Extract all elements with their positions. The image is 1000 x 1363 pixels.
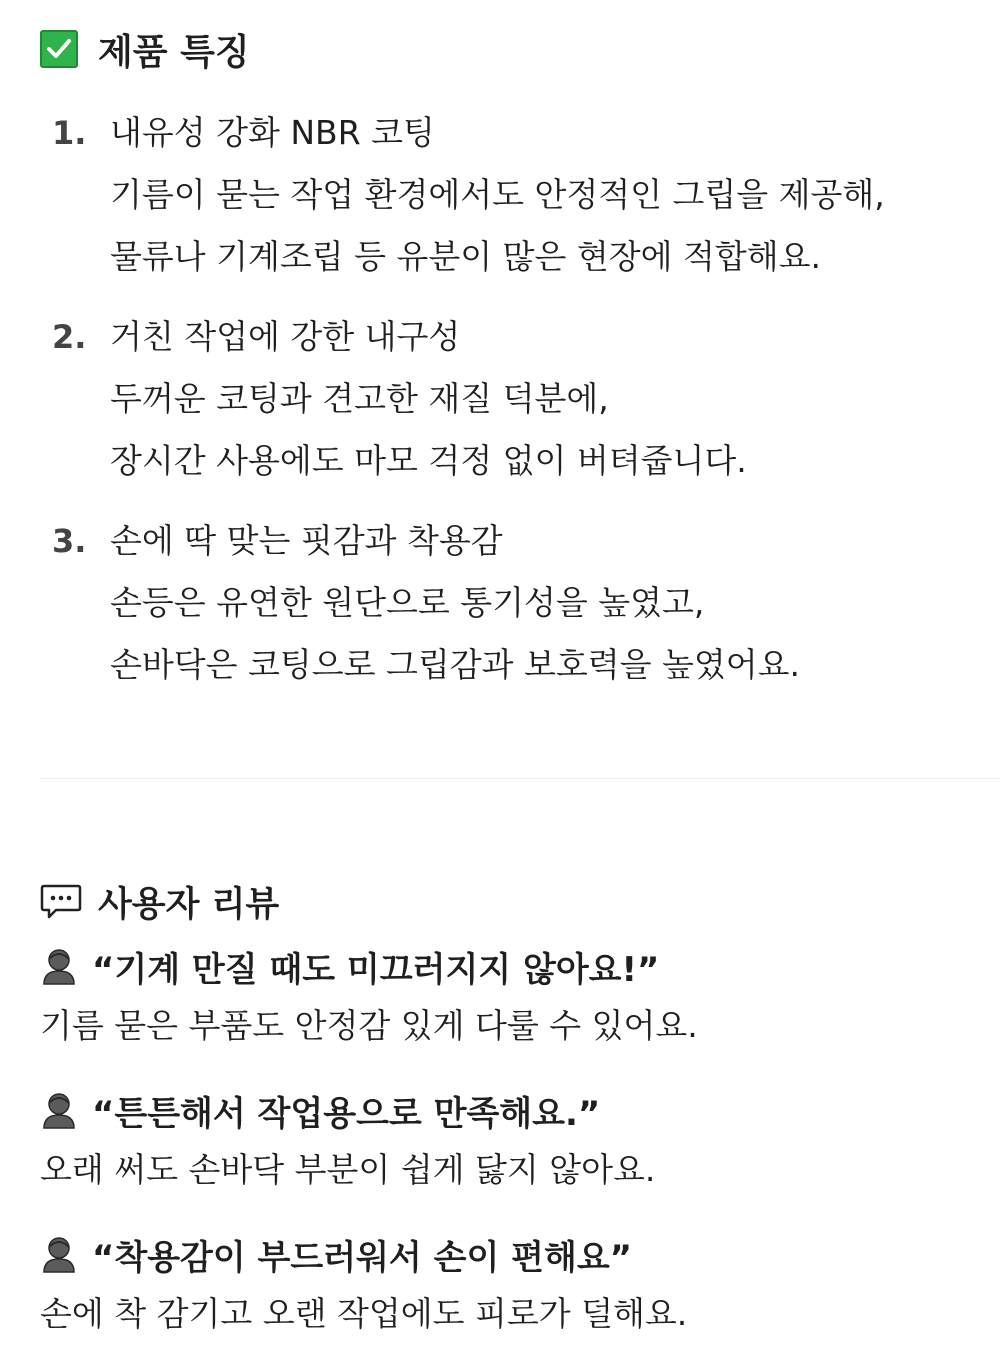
review-quote-text: “착용감이 부드러워서 손이 편해요”: [92, 1237, 633, 1278]
user-reviews-section: [40, 876, 990, 1344]
review-body: 오래 써도 손바닥 부분이 쉽게 닳지 않아요.: [40, 1150, 656, 1189]
feature-description-line: 물류나 기계조립 등 유분이 많은 현장에 적합해요.: [110, 237, 821, 276]
product-features-section: [40, 22, 990, 714]
review-item: [40, 936, 990, 1056]
feature-item: [40, 510, 990, 696]
review-quote: [40, 936, 990, 996]
feature-description-line: 두꺼운 코팅과 견고한 재질 덕분에,: [110, 379, 609, 418]
person-icon: [40, 1091, 78, 1129]
person-icon: [40, 1235, 78, 1273]
feature-title: 거친 작업에 강한 내구성: [110, 317, 461, 356]
review-quote: [40, 1224, 990, 1284]
section-divider: [40, 778, 1000, 779]
feature-item: [40, 306, 990, 492]
feature-number: 1.: [52, 114, 87, 152]
feature-title: 손에 딱 맞는 핏감과 착용감: [110, 521, 503, 560]
feature-number: 3.: [52, 522, 87, 560]
review-quote-text: “튼튼해서 작업용으로 만족해요.”: [92, 1093, 601, 1134]
feature-item: [40, 102, 990, 288]
reviews-heading: [40, 876, 990, 928]
review-item: [40, 1080, 990, 1200]
speech-bubble-icon: [40, 883, 82, 921]
feature-description-line: 기름이 묻는 작업 환경에서도 안정적인 그립을 제공해,: [110, 175, 885, 214]
feature-description-line: 장시간 사용에도 마모 걱정 없이 버텨줍니다.: [110, 441, 747, 480]
feature-list: [40, 102, 990, 696]
feature-description-line: 손바닥은 코팅으로 그립감과 보호력을 높였어요.: [110, 645, 801, 684]
feature-number: 2.: [52, 318, 87, 356]
features-heading-text: 제품 특징: [98, 31, 250, 73]
feature-description-line: 손등은 유연한 원단으로 통기성을 높였고,: [110, 583, 705, 622]
person-icon: [40, 947, 78, 985]
feature-title: 내유성 강화 NBR 코팅: [110, 113, 435, 152]
reviews-heading-text: 사용자 리뷰: [98, 885, 280, 925]
review-item: [40, 1224, 990, 1344]
review-quote: [40, 1080, 990, 1140]
review-body: 손에 착 감기고 오랜 작업에도 피로가 덜해요.: [40, 1294, 688, 1333]
review-quote-text: “기계 만질 때도 미끄러지지 않아요!”: [92, 949, 660, 990]
review-body: 기름 묻은 부품도 안정감 있게 다룰 수 있어요.: [40, 1006, 698, 1045]
check-box-icon: [40, 30, 78, 68]
features-heading: [40, 22, 990, 76]
